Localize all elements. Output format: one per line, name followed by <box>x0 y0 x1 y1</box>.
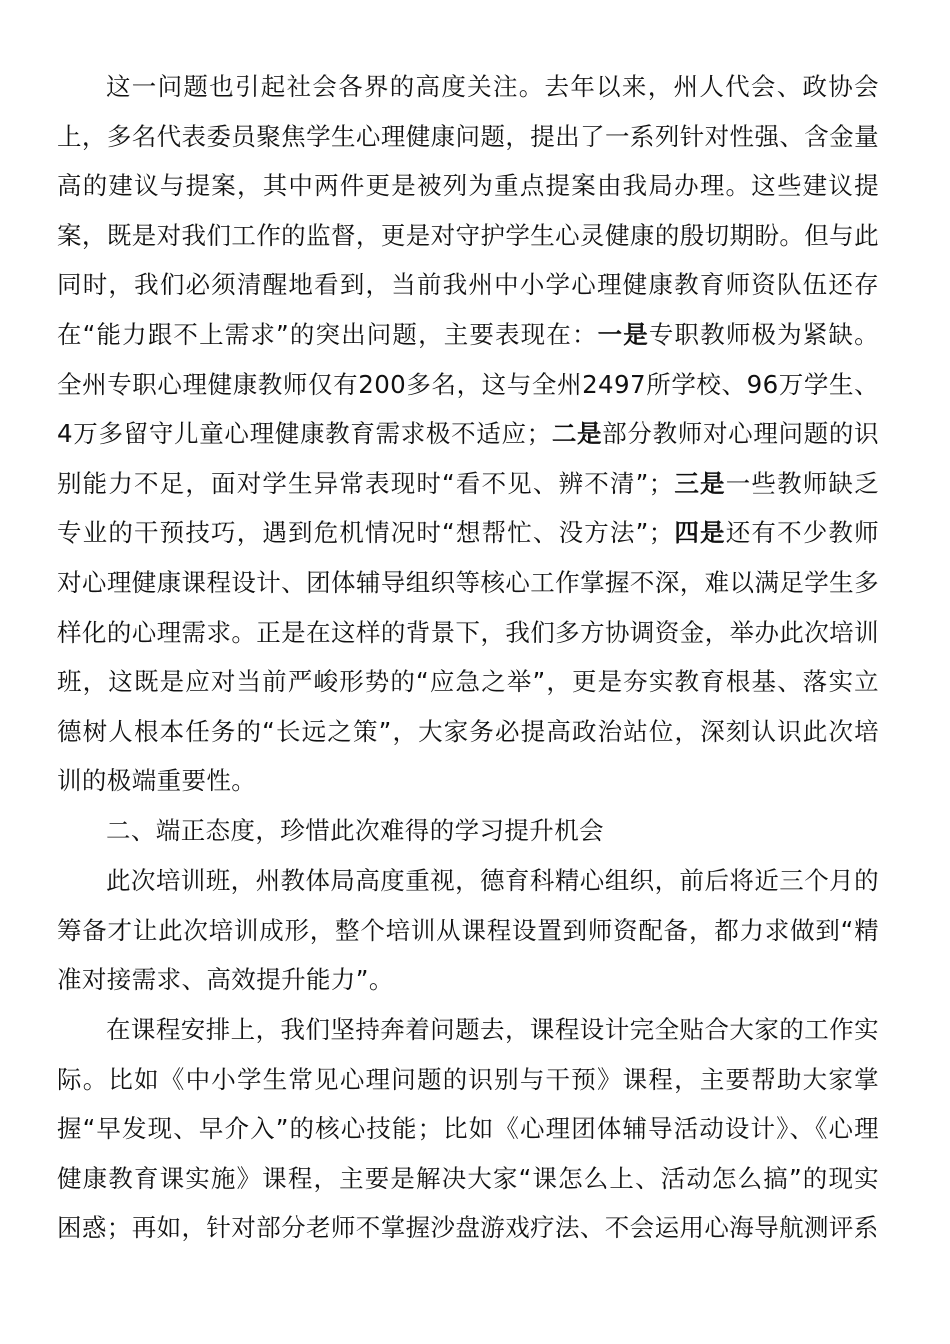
paragraph-curriculum: 在课程安排上，我们坚持奔着问题去，课程设计完全贴合大家的工作实际。比如《中小学生常见心理问题的识别与干预》课程，主要帮助大家掌握“早发现、早介入”的核心技能；比如《心理团体辅导活动设计》、《心理健康教育课实施》课程，主要是解决大家“课怎么上、活动怎么搞”的现实困惑；再如，针对部分老师不掌握沙盘游戏疗法、不会运用心海导航测评系 <box>57 1015 879 1243</box>
paragraph-text: 一些教师缺乏专业的干预技巧，遇到危机情况时“想帮忙、没方法”； <box>57 468 879 548</box>
paragraph-text: 专职教师极为紧缺。全州专职心理健康教师仅有200多名，这与全州2497所学校、96万学生、4万多留守儿童心理健康教育需求极不适应； <box>57 319 879 449</box>
bold-marker: 三是 <box>673 468 726 498</box>
paragraph-text: 这一问题也引起社会各界的高度关注。去年以来，州人代会、政协会上，多名代表委员聚焦学生心理健康问题，提出了一系列针对性强、含金量高的建议与提案，其中两件更是被列为重点提案由我局办理。这些建议提案，既是对我们工作的监督，更是对守护学生心灵健康的殷切期盼。但与此同时，我们必须清醒地看到，当前我州中小学心理健康教育师资队伍还存在“能力跟不上需求”的突出问题，主要表现在： <box>57 72 879 349</box>
paragraph-concern <box>57 62 879 806</box>
bold-marker: 一是 <box>597 319 649 349</box>
paragraph-text: 部分教师对心理问题的识别能力不足，面对学生异常表现时“看不见、辨不清”； <box>57 419 879 498</box>
bold-marker: 四是 <box>673 518 726 548</box>
paragraph-text: 还有不少教师对心理健康课程设计、团体辅导组织等核心工作掌握不深，难以满足学生多样化的心理需求。正是在这样的背景下，我们多方协调资金，举办此次培训班，这既是应对当前严峻形势的“应急之举”，更是夯实教育根基、落实立德树人根本任务的“长远之策”，大家务必提高政治站位，深刻认识此次培训的极端重要性。 <box>57 518 879 796</box>
bold-marker: 二是 <box>551 419 603 449</box>
section-heading: 二、端正态度，珍惜此次难得的学习提升机会 <box>106 816 604 845</box>
paragraph-training: 此次培训班，州教体局高度重视，德育科精心组织，前后将近三个月的筹备才让此次培训成形，整个培训从课程设置到师资配备，都力求做到“精准对接需求、高效提升能力”。 <box>57 866 879 995</box>
